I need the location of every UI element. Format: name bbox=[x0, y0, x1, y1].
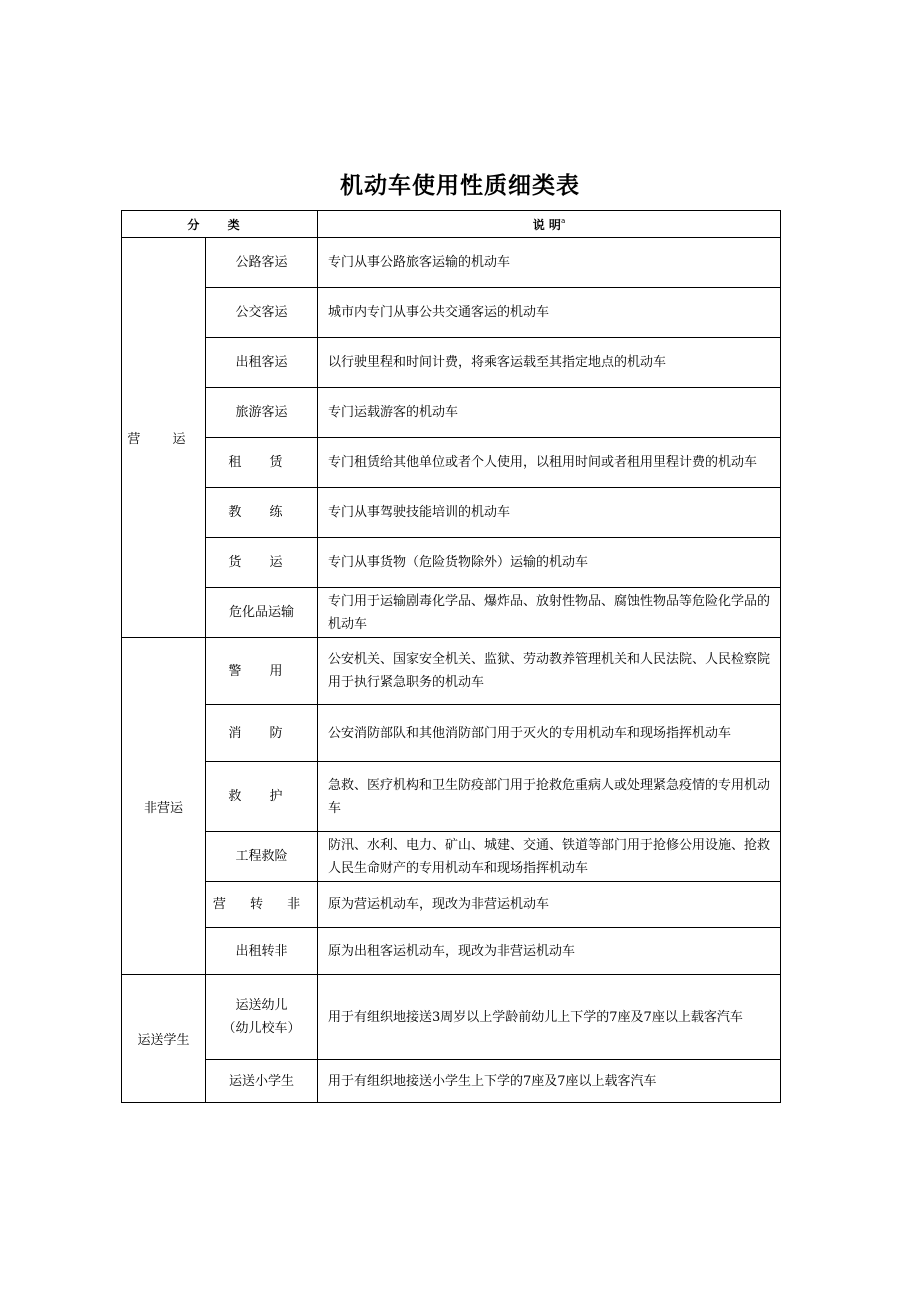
sub-category: 警 用 bbox=[206, 638, 318, 705]
group-label-non-commercial: 非营运 bbox=[122, 638, 206, 975]
sub-category: 工程救险 bbox=[206, 832, 318, 882]
description: 用于有组织地接送3周岁以上学龄前幼儿上下学的7座及7座以上载客汽车 bbox=[318, 975, 781, 1060]
sub-category-line: 运送幼儿 bbox=[235, 998, 288, 1013]
table-row bbox=[122, 438, 781, 488]
description: 专门从事驾驶技能培训的机动车 bbox=[318, 488, 781, 538]
header-category: 分 类 bbox=[122, 211, 318, 238]
table-row bbox=[122, 928, 781, 975]
table-row bbox=[122, 588, 781, 638]
sub-category: 公路客运 bbox=[206, 238, 318, 288]
description: 用于有组织地接送小学生上下学的7座及7座以上载客汽车 bbox=[318, 1060, 781, 1103]
description: 专门运载游客的机动车 bbox=[318, 388, 781, 438]
sub-category: 货 运 bbox=[206, 538, 318, 588]
sub-category: 消 防 bbox=[206, 705, 318, 762]
footnote-marker: a bbox=[560, 216, 566, 225]
sub-category-line: （幼儿校车） bbox=[222, 1021, 301, 1036]
sub-category bbox=[206, 975, 318, 1060]
table-row bbox=[122, 238, 781, 288]
description: 城市内专门从事公共交通客运的机动车 bbox=[318, 288, 781, 338]
table-row bbox=[122, 882, 781, 928]
description: 专门租赁给其他单位或者个人使用，以租用时间或者租用里程计费的机动车 bbox=[318, 438, 781, 488]
page-title: 机动车使用性质细类表 bbox=[340, 173, 580, 199]
sub-category: 租 赁 bbox=[206, 438, 318, 488]
sub-category: 旅游客运 bbox=[206, 388, 318, 438]
table-row bbox=[122, 705, 781, 762]
table-row bbox=[122, 288, 781, 338]
table-row bbox=[122, 1060, 781, 1103]
table-row bbox=[122, 388, 781, 438]
sub-category: 运送小学生 bbox=[206, 1060, 318, 1103]
sub-category: 危化品运输 bbox=[206, 588, 318, 638]
description: 防汛、水利、电力、矿山、城建、交通、铁道等部门用于抢修公用设施、抢救人民生命财产的专用机动车和现场指挥机动车 bbox=[318, 832, 781, 882]
sub-category: 救 护 bbox=[206, 762, 318, 832]
group-label-student-transport: 运送学生 bbox=[122, 975, 206, 1103]
description: 急救、医疗机构和卫生防疫部门用于抢救危重病人或处理紧急疫情的专用机动车 bbox=[318, 762, 781, 832]
description: 专门用于运输剧毒化学品、爆炸品、放射性物品、腐蚀性物品等危险化学品的机动车 bbox=[318, 588, 781, 638]
description: 以行驶里程和时间计费，将乘客运载至其指定地点的机动车 bbox=[318, 338, 781, 388]
description: 专门从事公路旅客运输的机动车 bbox=[318, 238, 781, 288]
description: 专门从事货物（危险货物除外）运输的机动车 bbox=[318, 538, 781, 588]
table-row bbox=[122, 538, 781, 588]
table-row bbox=[122, 488, 781, 538]
sub-category: 公交客运 bbox=[206, 288, 318, 338]
sub-category: 出租转非 bbox=[206, 928, 318, 975]
vehicle-usage-table bbox=[121, 210, 781, 1103]
description: 原为营运机动车，现改为非营运机动车 bbox=[318, 882, 781, 928]
description: 原为出租客运机动车，现改为非营运机动车 bbox=[318, 928, 781, 975]
table-row bbox=[122, 832, 781, 882]
header-description bbox=[318, 211, 781, 238]
sub-category: 出租客运 bbox=[206, 338, 318, 388]
description: 公安机关、国家安全机关、监狱、劳动教养管理机关和人民法院、人民检察院用于执行紧急职务的机动车 bbox=[318, 638, 781, 705]
table-row bbox=[122, 338, 781, 388]
sub-category: 营 转 非 bbox=[206, 882, 318, 928]
sub-category: 教 练 bbox=[206, 488, 318, 538]
table-row bbox=[122, 975, 781, 1060]
table-row bbox=[122, 638, 781, 705]
header-description-label: 说 明 bbox=[532, 217, 561, 232]
table-row bbox=[122, 762, 781, 832]
group-label-commercial: 营 运 bbox=[122, 238, 206, 638]
description: 公安消防部队和其他消防部门用于灭火的专用机动车和现场指挥机动车 bbox=[318, 705, 781, 762]
table-header-row bbox=[122, 211, 781, 238]
